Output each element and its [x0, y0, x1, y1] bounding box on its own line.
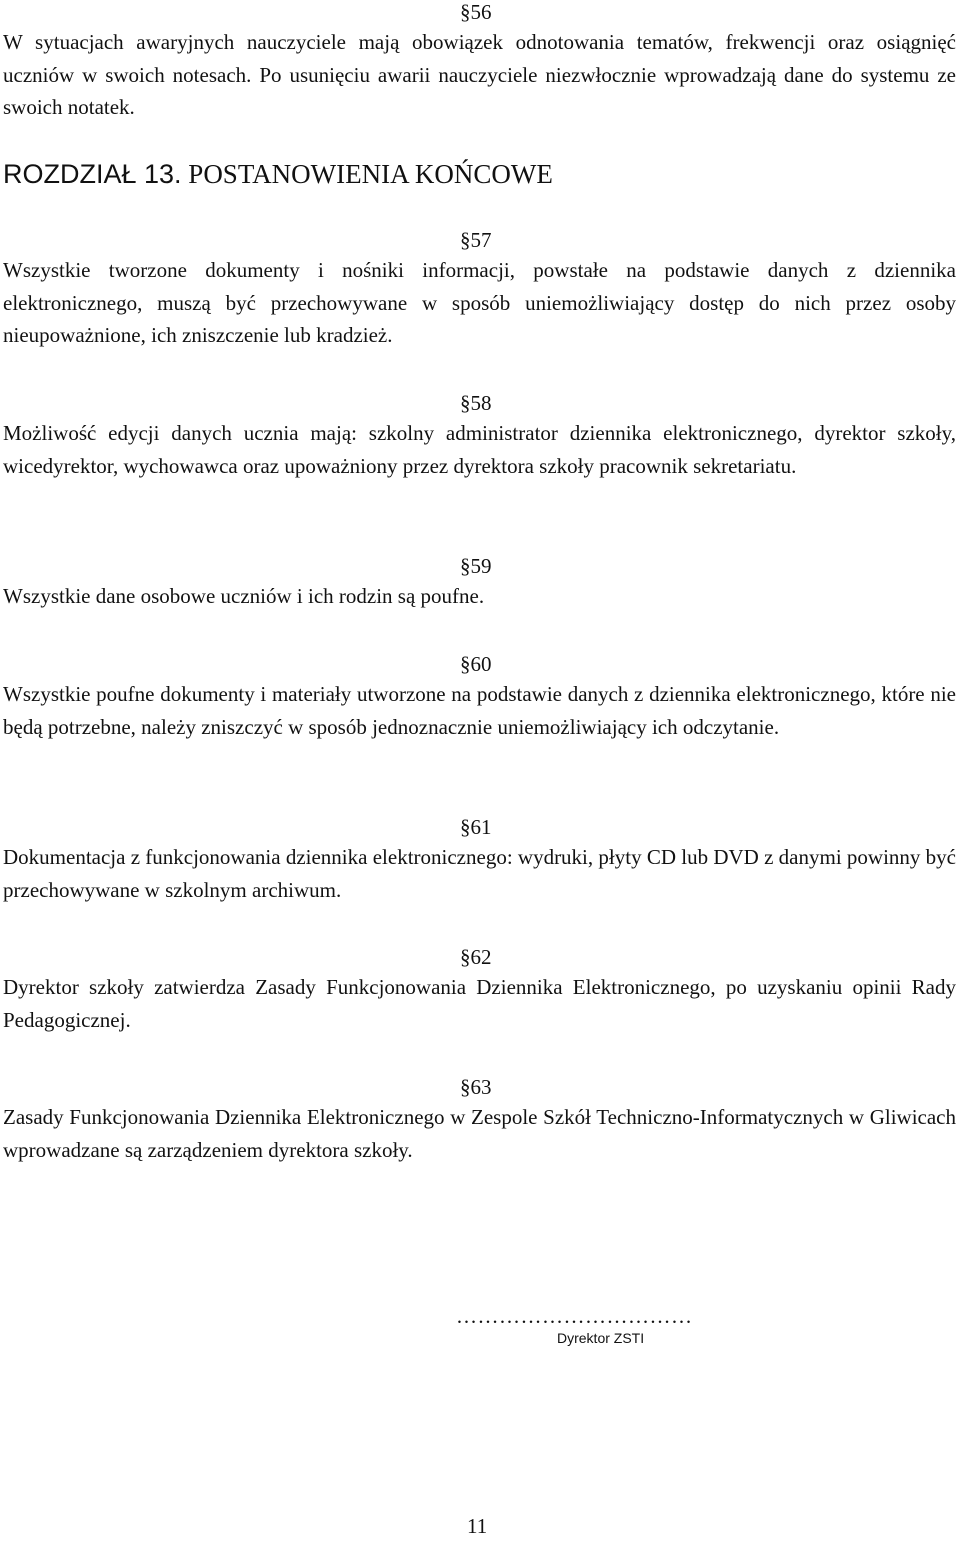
- paragraph-57: Wszystkie tworzone dokumenty i nośniki informacji, powstałe na podstawie danych z dziennika elektronicznego, muszą być przechowywane w sposób uniemożliwiający dostęp do nich przez osoby nieupoważnione, ich zniszczenie lub kradzież.: [3, 258, 956, 347]
- paragraph-62: Dyrektor szkoły zatwierdza Zasady Funkcjonowania Dziennika Elektronicznego, po uzyskaniu opinii Rady Pedagogicznej.: [3, 975, 956, 1032]
- section-mark-57: §57: [460, 228, 492, 252]
- paragraph-59: Wszystkie dane osobowe uczniów i ich rodzin są poufne.: [3, 584, 485, 608]
- section-mark-61: §61: [460, 815, 492, 839]
- page-number: 11: [467, 1514, 488, 1538]
- signature-label: Dyrektor ZSTI: [557, 1330, 645, 1346]
- signature-line: ……………………………: [456, 1304, 693, 1328]
- section-mark-56: §56: [460, 0, 492, 24]
- paragraph-61: Dokumentacja z funkcjonowania dziennika elektronicznego: wydruki, płyty CD lub DVD z danymi powinny być przechowywane w szkolnym archiwum.: [3, 845, 956, 902]
- section-mark-63: §63: [460, 1075, 492, 1099]
- section-mark-62: §62: [460, 945, 492, 969]
- paragraph-63: Zasady Funkcjonowania Dziennika Elektronicznego w Zespole Szkół Techniczno-Informatycznych w Gliwicach wprowadzane są zarządzeniem dyrektora szkoły.: [3, 1105, 956, 1162]
- paragraph-60: Wszystkie poufne dokumenty i materiały utworzone na podstawie danych z dziennika elektronicznego, które nie będą potrzebne, należy zniszczyć w sposób jednoznacznie uniemożliwiający ich odczytanie.: [3, 682, 956, 739]
- chapter-prefix: ROZDZIAŁ 13.: [3, 159, 182, 189]
- section-mark-60: §60: [460, 652, 492, 676]
- paragraph-56: W sytuacjach awaryjnych nauczyciele mają obowiązek odnotowania tematów, frekwencji oraz osiągnięć uczniów w swoich notesach. Po usunięciu awarii nauczyciele niezwłocznie wprowadzają dane do systemu ze swoich notatek.: [3, 30, 956, 119]
- chapter-heading: [3, 156, 553, 192]
- section-mark-58: §58: [460, 391, 492, 415]
- paragraph-58: Możliwość edycji danych ucznia mają: szkolny administrator dziennika elektronicznego, dyrektor szkoły, wicedyrektor, wychowawca oraz upoważniony przez dyrektora szkoły pracownik sekretariatu.: [3, 421, 956, 478]
- section-mark-59: §59: [460, 554, 492, 578]
- chapter-title: POSTANOWIENIA KOŃCOWE: [188, 159, 553, 189]
